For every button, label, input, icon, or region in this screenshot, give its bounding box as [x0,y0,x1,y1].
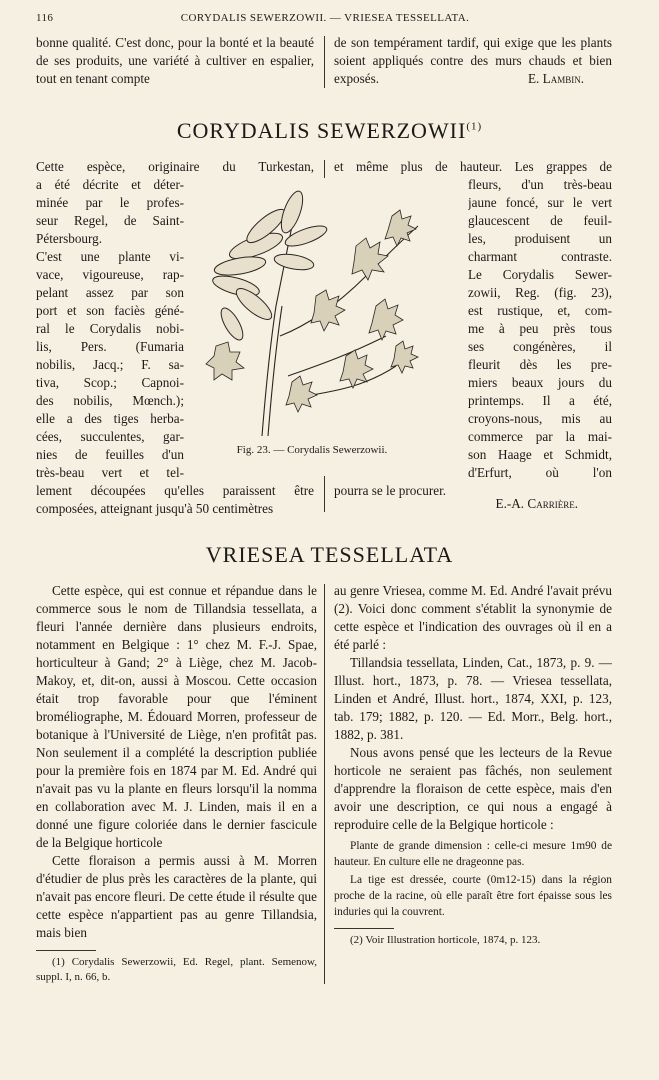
top-right-text: de son tempérament tardif, qui exige que les plants soient appliqués contre des murs chauds et bien exposés. [334,35,612,86]
vriesea-right-paragraph-2: Tillandsia tessellata, Linden, Cat., 1873, p. 9. — Illust. hort., 1873, p. 78. — Vriesea tessellata, Linden et André, Illust. hort., 1874, XXI, p. 123, tab. 179; 1882, p. 120. — Ed. Morr., Belg. hort., 1882, p. 381. [334,655,612,742]
signature-lambin: E. Lambin. [527,71,584,86]
column-divider [324,36,325,88]
column-divider [324,476,325,512]
text-line: jaune foncé, sur le vert [468,195,612,210]
footnote-rule [36,950,96,951]
text-line: et même plus de hauteur. Les grappes de [334,159,612,174]
footnote-rule [334,928,394,929]
article-title-vriesea: VRIESEA TESSELLATA [205,542,454,567]
text-line: zowii, Reg. (fig. 23), [468,285,612,300]
vriesea-left-paragraph-1: Cette espèce, qui est connue et répandue dans le commerce sous le nom de Tillandsia tessellata, a fleuri l'année dernière dans plusieurs endroits, notamment en Belgique : 1° chez M. F.-J. Spae, horticulteur à Gand; 2° à Liège, chez M. Jacob-Makoy, et, dit-on, aussi à Moscou. Cette occasion était trop favorable pour que l'éminent broméliographe, M. Édouard Morren, professeur de botanique à l'Université de Liège, n'en profitât pas. Non seulement il a complété la description publiée pour la première fois en 1874 par M. Ed. André qui n'avait pas vu la plante en fleurs lorsqu'il la nomma en collaboration avec M. J. Linden, mais il en a donné une figure coloriée dans le dernier fascicule de la Belgique horticole [36,583,317,850]
footnote-2: (2) Voir Illustration horticole, 1874, p. 123. [350,934,541,946]
text-line: printemps. Il a été, [468,393,612,408]
text-line: pourra se le procurer. [334,483,447,498]
vriesea-left-paragraph-2: Cette floraison a permis aussi à M. Morren d'étudier de plus près les caractères de la plante, qui n'avait pas encore fleuri. De cette étude il résulte que cette espèce n'appartient pas au genre Tillandsia, mais bien [36,853,317,940]
text-line: seur Regel, de Saint- [36,213,184,228]
text-line: minée par le profes- [36,195,184,210]
page-number: 116 [36,12,54,24]
vriesea-right-paragraph-1: au genre Vriesea, comme M. Ed. André l'avait prévu (2). Voici donc comment s'établit la synonymie de cette espèce et l'indication des ouvrages où il en a été parlé : [334,583,612,652]
text-line: me à peu près tous [468,321,612,336]
text-line: pelant assez par son [36,285,184,300]
text-line: les, produisent un [468,231,612,246]
text-line: ses congénères, il [468,339,612,354]
footnote-1: (1) Corydalis Sewerzowii, Ed. Regel, plant. Semenow, suppl. I, n. 66, b. [36,956,317,983]
vriesea-right-paragraph-3: Nous avons pensé que les lecteurs de la Revue horticole ne seraient pas fâchés, non seulement d'apprendre la floraison de cette espèce, mais d'en avoir une description, ce qui nous a engagé à reproduire celle de la Belgique horticole : [334,745,612,832]
text-line: Le Corydalis Sewer- [468,267,612,282]
figure-caption: Fig. 23. — Corydalis Sewerzowii. [236,444,388,456]
text-line: fleurit dès les pre- [468,357,612,372]
text-line: charmant contraste. [468,249,612,264]
text-line: a été décrite et déter- [36,177,184,192]
column-divider [324,584,325,984]
text-line: d'Erfurt, où l'on [468,465,612,480]
text-line: est rustique, et, com- [468,303,612,318]
text-line: Cette espèce, originaire du Turkestan, [36,159,314,174]
title-text: CORYDALIS SEWERZOWII [176,118,467,143]
text-line: croyons-nous, mis au [468,411,612,426]
text-line: nies de feuilles d'un [36,447,184,462]
top-left-text: bonne qualité. C'est donc, pour la bonté et la beauté de ses produits, une variété à cultiver en espalier, tout en tenant compte [36,35,314,86]
text-line: des nobilis, Mœnch.); [36,393,184,408]
text-line: composées, atteignant jusqu'à 50 centimètres [36,501,274,516]
text-line: nobilis, Jacq.; F. sa- [36,357,184,372]
text-line: cées, succulentes, gar- [36,429,184,444]
text-line: port et son faciès géné- [36,303,184,318]
text-line: ral le Corydalis nobi- [36,321,184,336]
corydalis-illustration [196,186,428,438]
text-line: miers beaux jours du [468,375,612,390]
vriesea-right-quote-2: La tige est dressée, courte (0m12-15) dans la région proche de la racine, où elle paraît être fort épaisse sous les induries qui la couvrent. [334,874,612,918]
text-line: elle a des tiges herba- [36,411,184,426]
text-line: vace, vigoureuse, rap- [36,267,184,282]
vriesea-right-column [334,582,612,948]
text-line: lement découpées qu'elles paraissent être [36,483,314,498]
article-title-corydalis [0,118,659,144]
running-header [36,12,614,28]
running-title: CORYDALIS SEWERZOWII. — VRIESEA TESSELLATA. [180,12,470,24]
vriesea-right-quote-1: Plante de grande dimension : celle-ci mesure 1m90 de hauteur. En culture elle ne drageonne pas. [334,840,612,868]
signature-carriere: E.-A. Carrière. [495,496,578,511]
text-line: glaucescent de feuil- [468,213,612,228]
vriesea-left-column [36,582,317,985]
text-line: très-beau vert et tel- [36,465,184,480]
text-line: lis, Pers. (Fumaria [36,339,184,354]
text-line: fleurs, d'un très-beau [468,177,612,192]
text-line: commerce par la mai- [468,429,612,444]
top-left-column [36,34,314,88]
text-line: son Haage et Schmidt, [468,447,612,462]
column-divider [324,160,325,178]
text-line: C'est une plante vi- [36,249,184,264]
title-footnote-mark: (1) [466,120,483,133]
text-line: Pétersbourg. [36,231,103,246]
text-line: tiva, Scop.; Capnoi- [36,375,184,390]
